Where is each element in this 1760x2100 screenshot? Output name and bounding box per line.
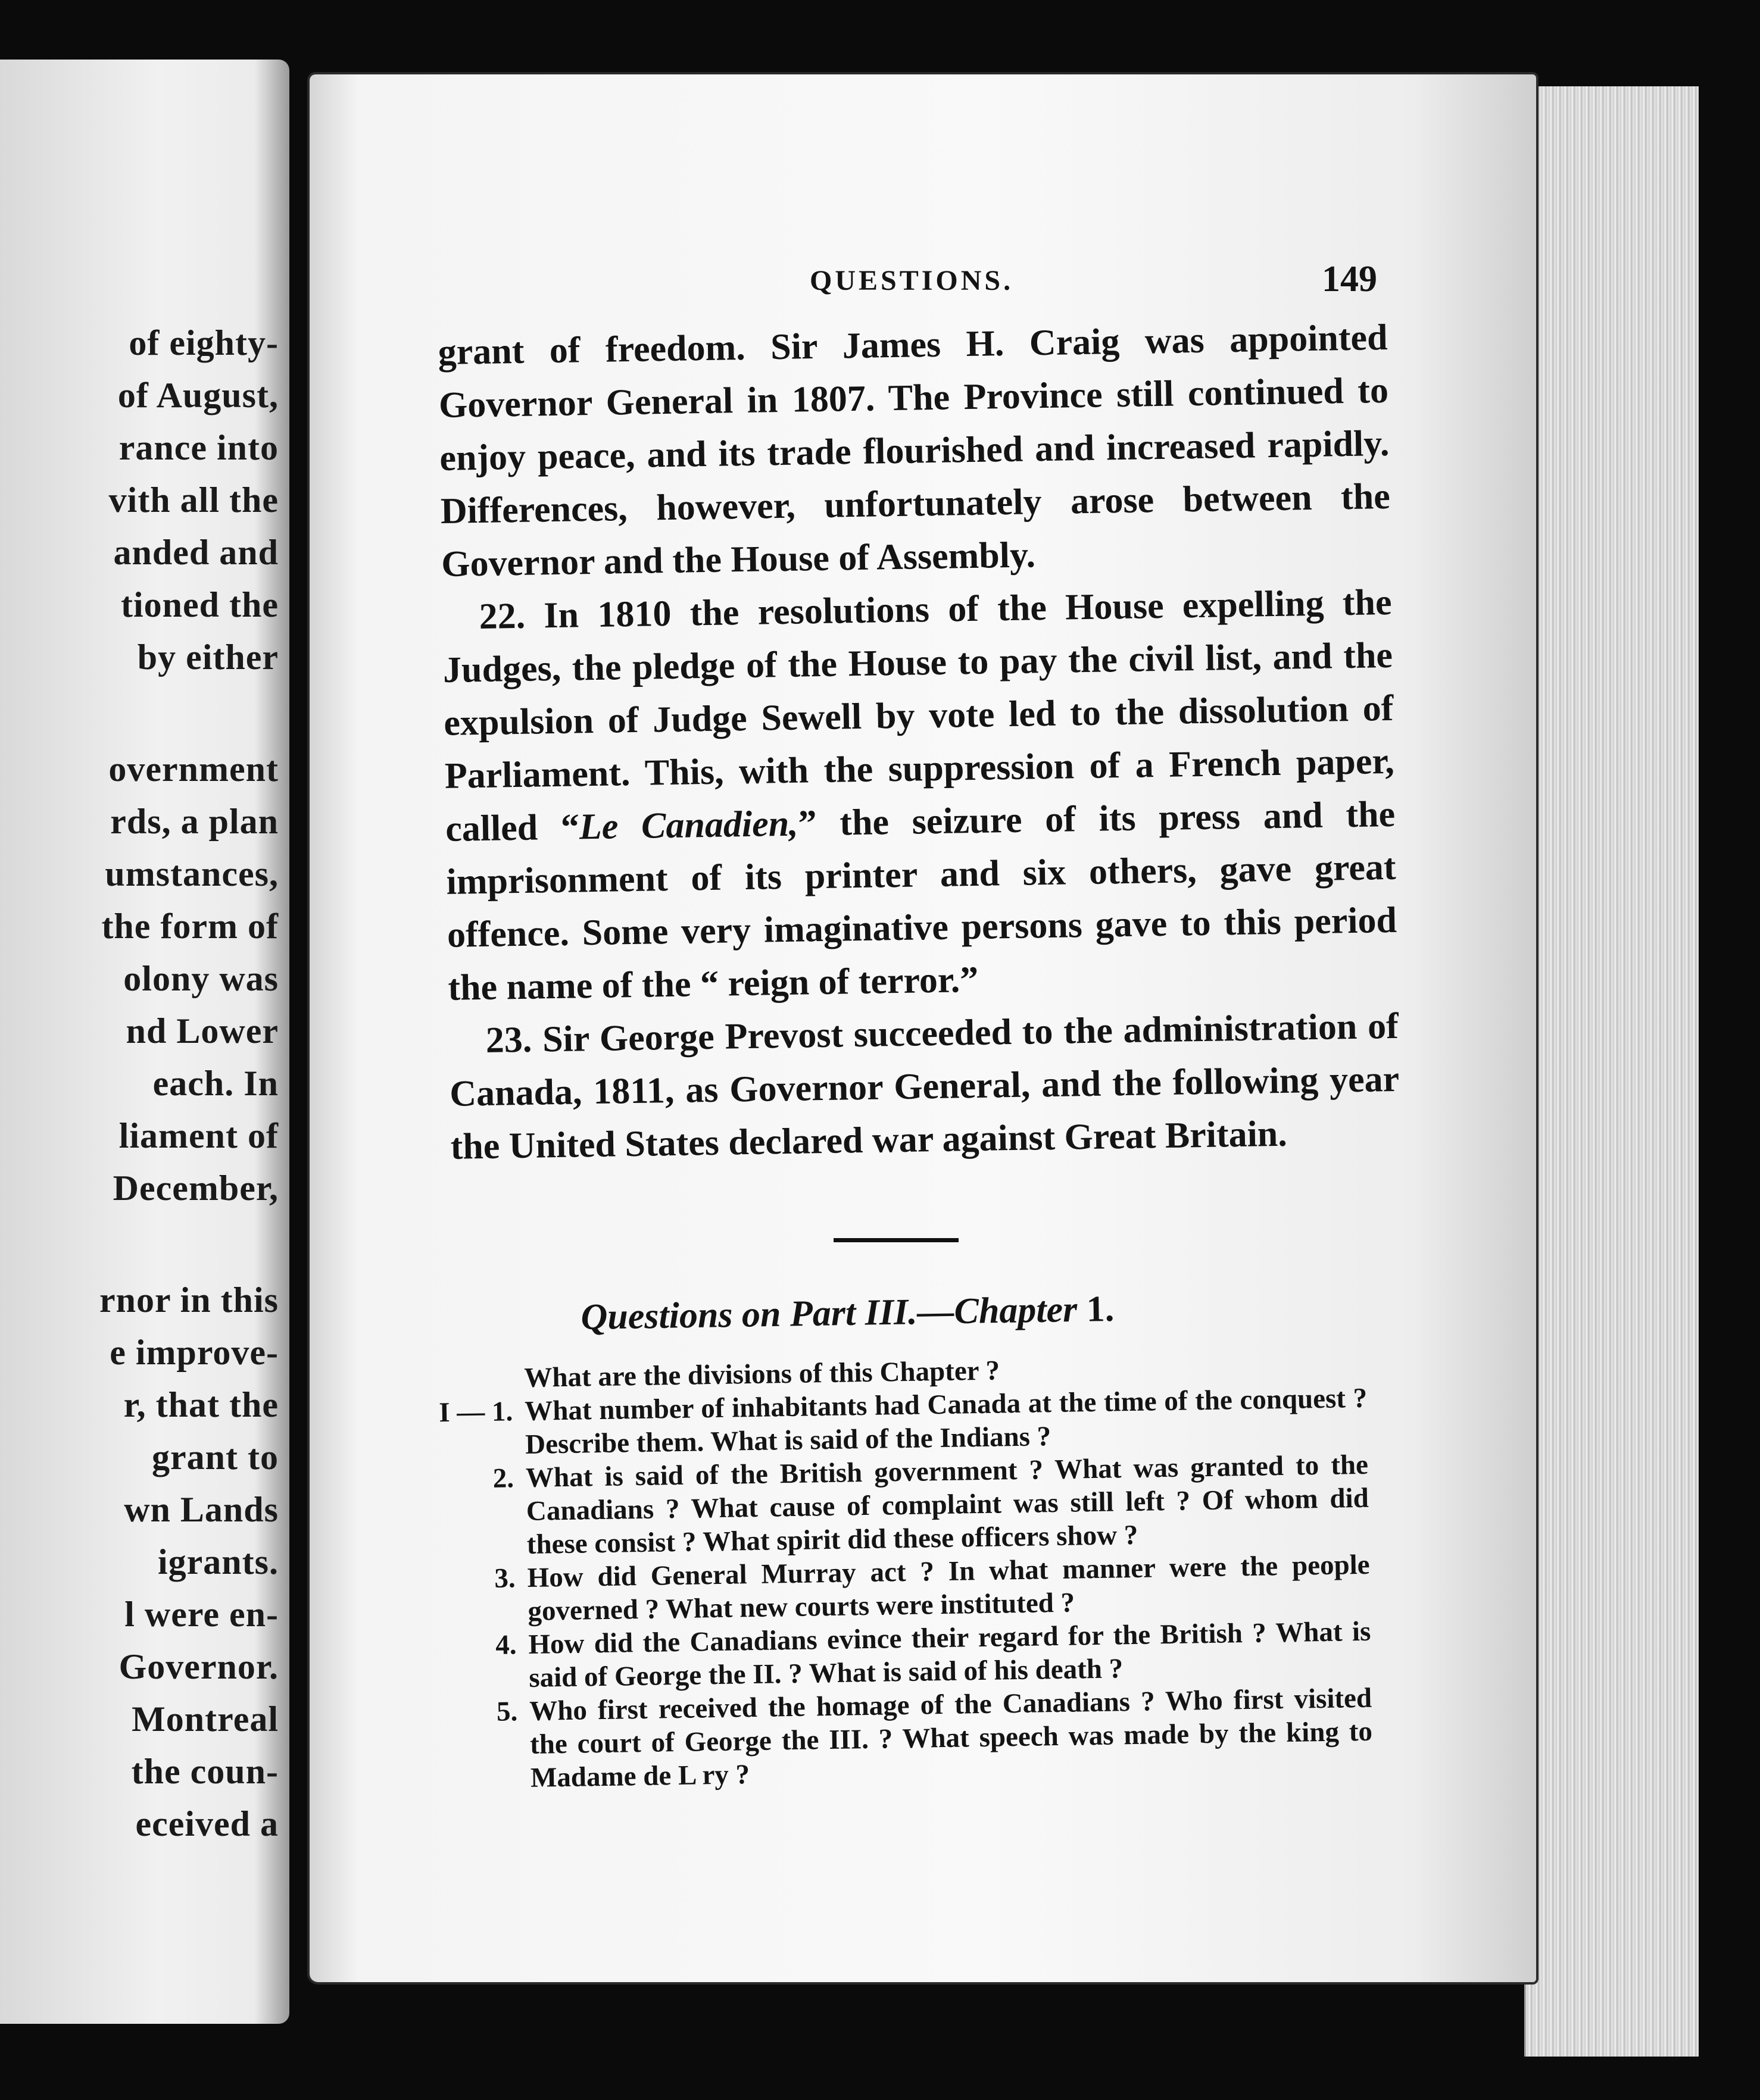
left-page-line: the coun- [131, 1752, 279, 1791]
question-item [496, 1682, 1373, 1795]
left-page-line: olony was [123, 959, 279, 998]
question-number: 4. [495, 1629, 517, 1661]
question-number: 2. [492, 1462, 514, 1494]
left-page-line: rnor in this [99, 1280, 279, 1320]
left-page-line: of August, [117, 376, 279, 415]
question-text: What is said of the British government ? What was granted to the Canadians ? What cause of complaint was still left ? Of whom did these consist ? What spirit did these officers show ? [525, 1449, 1369, 1560]
paragraph-continuation: grant of freedom. Sir James H. Craig was appointed Governor General in 1807. The Province still continued to enjoy peace, and its trade flourished and increased rapidly. Differences, however, unfortunately arose between the Governor and the House of Assembly. [438, 317, 1391, 585]
page-number: 149 [1322, 259, 1377, 299]
question-text: What number of inhabitants had Canada at the time of the conquest ? Describe them. What is said of the Indians ? [524, 1382, 1368, 1460]
questions-list [411, 1348, 1373, 1796]
questions-heading-text: Questions on Part III.—Chapter [581, 1289, 1078, 1338]
left-page-line: rance into [118, 428, 279, 467]
section-divider [834, 1238, 959, 1242]
left-page-line: umstances, [105, 854, 279, 893]
question-text: Who first received the homage of the Canadians ? Who first visited the court of George the III. ? What speech was made by the king to Madame de L ry ? [529, 1682, 1373, 1793]
left-page-line: anded and [113, 533, 279, 572]
body-text [438, 311, 1400, 1174]
newspaper-title: Le Canadien, [579, 803, 799, 848]
question-number: I — 1. [438, 1396, 513, 1429]
left-page-line: igrants. [158, 1542, 279, 1582]
left-page-line: rds, a plan [110, 802, 279, 841]
left-page-line: eceived a [135, 1804, 279, 1843]
question-number: 3. [494, 1562, 516, 1594]
left-page-line: overnment [108, 749, 279, 789]
left-page-line: each. In [152, 1064, 279, 1103]
left-page-line: grant to [152, 1438, 279, 1477]
questions-heading-number: 1. [1086, 1288, 1115, 1330]
left-page-line: nd Lower [126, 1011, 279, 1051]
page-edges [1524, 86, 1699, 2057]
left-page-line: l were en- [124, 1595, 279, 1634]
left-page-line: Montreal [132, 1699, 279, 1739]
question-item [438, 1382, 1368, 1461]
question-number: 5. [496, 1696, 518, 1727]
left-page-line: tioned the [121, 585, 279, 624]
question-text: How did the Canadians evince their regard for the British ? What is said of George the II. ? What is said of his death ? [528, 1615, 1371, 1693]
left-page-line: wn Lands [124, 1490, 279, 1529]
left-page-line: December, [113, 1168, 279, 1208]
paragraph-23: 23. Sir George Prevost succeeded to the administration of Canada, 1811, as Governor General, and the following year the United States declared war against Great Britain. [449, 1005, 1400, 1167]
left-page-line: vith all the [108, 480, 279, 520]
left-page-line: r, that the [123, 1385, 279, 1424]
left-page-line: e improve- [110, 1333, 279, 1372]
paragraph-22 [442, 576, 1398, 1015]
left-page-line: Governor. [118, 1647, 279, 1686]
question-text: How did General Murray act ? In what manner were the people governed ? What new courts were instituted ? [527, 1549, 1370, 1627]
paragraph-22-text-end: ” the seizure of its press and the imprisonment of its printer and six others, gave great offence. Some very imaginative persons gave to this period the name of the “ reign of terror.” [446, 793, 1397, 1008]
questions-heading [581, 1288, 1115, 1339]
question-item [492, 1448, 1369, 1561]
left-page-line: the form of [101, 907, 279, 946]
left-page [0, 60, 289, 2024]
left-page-line: liament of [118, 1116, 279, 1155]
question-item [494, 1548, 1371, 1628]
left-page-line: by either [137, 638, 279, 677]
question-intro: What are the divisions of this Chapter ? [524, 1355, 1000, 1394]
left-page-line: of eighty- [129, 323, 279, 362]
paragraph-22-text: 22. In 1810 the resolutions of the House expelling the Judges, the pledge of the House to pay the civil list, and the expulsion of Judge Sewell by vote led to the dissolution of Parliament. This, with the suppression of a French paper, called “ [442, 582, 1395, 849]
running-header: QUESTIONS. [810, 265, 1014, 296]
question-item [495, 1615, 1372, 1695]
